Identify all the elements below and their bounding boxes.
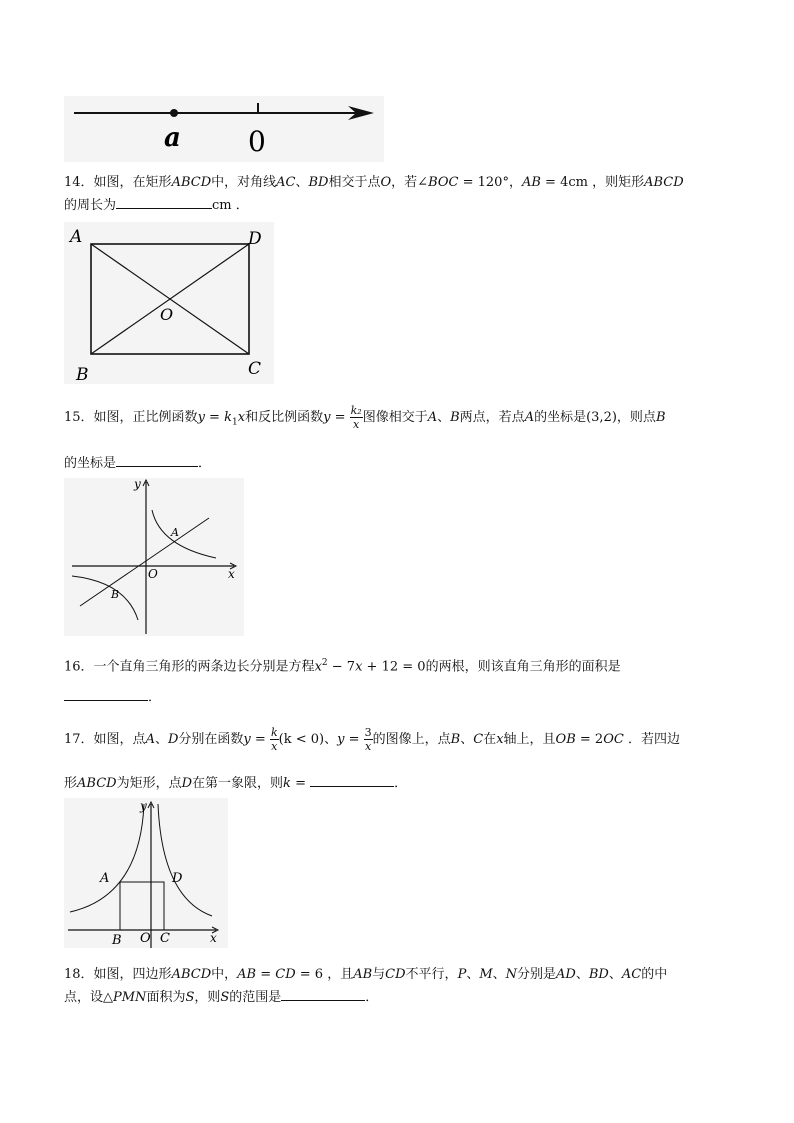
q18-n: N [505, 967, 518, 982]
q18-text: 、 [608, 967, 622, 982]
q15-k1-sub: 1 [231, 417, 238, 428]
q17-k: k [283, 776, 291, 791]
q16-text: − 7 [327, 659, 356, 675]
q17-fraction-k [270, 726, 279, 753]
q18-abcd: ABCD [171, 967, 212, 982]
q16-x: x [314, 659, 322, 675]
number-line-figure [64, 96, 384, 162]
q18-text: = [256, 967, 276, 982]
q17-d: D [167, 732, 179, 747]
q15-k1: k [224, 410, 232, 425]
question-17 [64, 726, 734, 753]
q18-text: 的范围是 [229, 990, 282, 1005]
q17-text: 在 [483, 732, 497, 747]
q15-fraction [350, 404, 363, 431]
q18-text: = 6 ，且 [295, 967, 354, 982]
vertex-a-label: A [70, 227, 83, 247]
question-18 [64, 964, 734, 1009]
q14-abcd: ABCD [171, 175, 212, 190]
q15-text: ，则点 [616, 410, 656, 425]
q17-y: y [243, 732, 251, 747]
q17-frac-den: x [271, 740, 278, 753]
q14-text: 如图，在矩形 [93, 175, 172, 190]
q18-text: 、 [492, 967, 506, 982]
q17-b: B [450, 732, 461, 747]
question-16-line2 [64, 686, 734, 709]
point-a-label: A [171, 526, 179, 539]
q14-number: 14． [64, 175, 94, 190]
q17-c: C [473, 732, 484, 747]
q15-text: 两点，若点 [459, 410, 525, 425]
q18-number: 18． [64, 967, 94, 982]
q17-text: ． [394, 776, 408, 791]
origin-o-label: O [148, 567, 158, 581]
q15-a: A [427, 410, 438, 425]
q17-text: = [250, 732, 270, 747]
q15-b2: B [655, 410, 666, 425]
question-15-line2 [64, 452, 734, 475]
q14-ac: AC [276, 175, 296, 190]
axis-y-label: y [134, 478, 141, 491]
rectangle-figure [64, 222, 274, 384]
q14-text: = 120°， [458, 175, 522, 190]
q18-text: ，则 [194, 990, 221, 1005]
q16-x2: x [355, 659, 363, 675]
q18-answer-blank[interactable] [281, 986, 365, 1001]
vertex-d-label: D [248, 229, 262, 249]
q15-frac-den: x [353, 418, 360, 431]
q16-text: + 12 = 0 [362, 659, 426, 675]
q14-abcd2: ABCD [644, 175, 684, 190]
point-a-label: A [100, 871, 110, 886]
q16-text: ． [148, 690, 162, 705]
q17-text: 、 [154, 732, 168, 747]
point-a-dot [170, 109, 178, 117]
q17-text: 分别在函数 [178, 732, 244, 747]
q17-answer-blank[interactable] [310, 772, 394, 787]
q17-oc: OC [603, 732, 624, 747]
q18-text: 不平行， [405, 967, 458, 982]
origin-o-label: O [140, 931, 151, 946]
q15-b: B [450, 410, 460, 425]
q15-answer-blank[interactable] [116, 452, 198, 467]
q17-text: ．若四边 [623, 732, 680, 747]
q17-text: 、 [460, 732, 474, 747]
q14-text: 相交于点 [328, 175, 381, 190]
q18-ab2: AB [353, 967, 373, 982]
q14-text: ，若∠ [391, 175, 429, 190]
q18-text: 的中 [641, 967, 668, 982]
q18-m: M [479, 967, 493, 982]
q14-boc: BOC [428, 175, 459, 190]
q15-frac-num: k₂ [350, 404, 362, 417]
q14-text: = 4cm ，则矩形 [540, 175, 645, 190]
q14-bd: BD [308, 175, 329, 190]
q17-text: 轴上，且 [503, 732, 556, 747]
q16-number: 16． [64, 659, 94, 675]
q15-coord: (3,2) [586, 410, 617, 425]
q17-a: A [145, 732, 155, 747]
q16-answer-blank[interactable] [64, 686, 148, 701]
q17-frac3-den: x [365, 740, 372, 753]
question-17-line2 [64, 772, 734, 795]
q15-text: 、 [437, 410, 451, 425]
q17-cond: (k < 0) [278, 732, 325, 747]
q16-text: 一个直角三角形的两条边长分别是方程 [93, 659, 315, 675]
vertex-b-label: B [76, 365, 89, 384]
q18-s2: S [220, 990, 230, 1005]
q17-text: 形 [64, 776, 78, 791]
q17-frac-num: k [270, 726, 278, 739]
q18-text: 中， [211, 967, 238, 982]
q14-text: cm ． [212, 198, 249, 213]
q16-text: 的两根，则该直角三角形的面积是 [425, 659, 621, 675]
q14-o: O [380, 175, 392, 190]
q15-text: 的坐标是 [534, 410, 587, 425]
q18-p: P [457, 967, 467, 982]
point-c-label: C [160, 931, 170, 946]
q17-text: = [290, 776, 311, 791]
axis-x-label: x [210, 931, 217, 945]
q17-text: 在第一象限，则 [192, 776, 284, 791]
axis-x-label: x [228, 567, 235, 581]
rectangle-hyperbola-figure [64, 798, 228, 948]
q18-cd: CD [275, 967, 296, 982]
q15-text: = [204, 410, 225, 425]
q15-number: 15． [64, 410, 94, 425]
q17-y2: y [337, 732, 345, 747]
q14-text: 中，对角线 [211, 175, 277, 190]
q15-text: 图像相交于 [362, 410, 428, 425]
q14-ab: AB [521, 175, 541, 190]
q15-text: 和反比例函数 [245, 410, 324, 425]
q18-text: 、 [466, 967, 480, 982]
q18-pmn: PMN [113, 990, 147, 1005]
center-o-label: O [160, 305, 174, 324]
q14-text: 的周长为 [64, 198, 117, 213]
q18-cd2: CD [385, 967, 406, 982]
q18-ac: AC [621, 967, 642, 982]
function-graph-figure [64, 478, 244, 636]
q18-text: 与 [372, 967, 386, 982]
q14-text: 、 [295, 175, 309, 190]
point-a-label: a [164, 123, 181, 153]
q15-text: 如图，正比例函数 [93, 410, 198, 425]
q15-text: = [330, 410, 350, 425]
q17-text: 如图，点 [93, 732, 146, 747]
q17-x: x [496, 732, 504, 747]
q17-ob: OB [555, 732, 576, 747]
q17-d2: D [181, 776, 193, 791]
question-14 [64, 172, 734, 217]
q18-text: 分别是 [517, 967, 557, 982]
q17-frac3-num: 3 [364, 726, 372, 739]
q15-y: y [197, 410, 205, 425]
q17-number: 17． [64, 732, 94, 747]
q18-text: 、 [575, 967, 589, 982]
q18-s: S [185, 990, 195, 1005]
q15-x: x [237, 410, 246, 425]
q15-y2: y [323, 410, 331, 425]
question-15 [64, 404, 734, 434]
q14-answer-blank[interactable] [116, 194, 212, 209]
origin-label: 0 [248, 125, 266, 158]
q17-text: 为矩形，点 [116, 776, 182, 791]
q18-ad: AD [556, 967, 576, 982]
q17-text: 的图像上，点 [372, 732, 451, 747]
q18-text: ． [365, 990, 379, 1005]
q18-bd: BD [588, 967, 609, 982]
q18-ab: AB [237, 967, 257, 982]
question-16 [64, 652, 734, 678]
point-b-label: B [112, 933, 122, 948]
q17-fraction-3 [364, 726, 373, 753]
q18-text: 如图，四边形 [93, 967, 172, 982]
point-b-label: B [111, 588, 120, 601]
q16-sup: 2 [321, 658, 328, 668]
q17-text: 、 [324, 732, 338, 747]
vertex-c-label: C [248, 359, 262, 379]
q17-abcd: ABCD [77, 776, 117, 791]
axis-y-label: y [140, 799, 147, 813]
q15-text: ． [198, 456, 212, 471]
point-d-label: D [172, 871, 183, 886]
q17-text: = [344, 732, 364, 747]
q17-text: = 2 [575, 732, 604, 747]
q18-text: 面积为 [146, 990, 186, 1005]
q18-text: 点，设△ [64, 990, 113, 1005]
q15-a2: A [524, 410, 535, 425]
q15-text: 的坐标是 [64, 456, 117, 471]
